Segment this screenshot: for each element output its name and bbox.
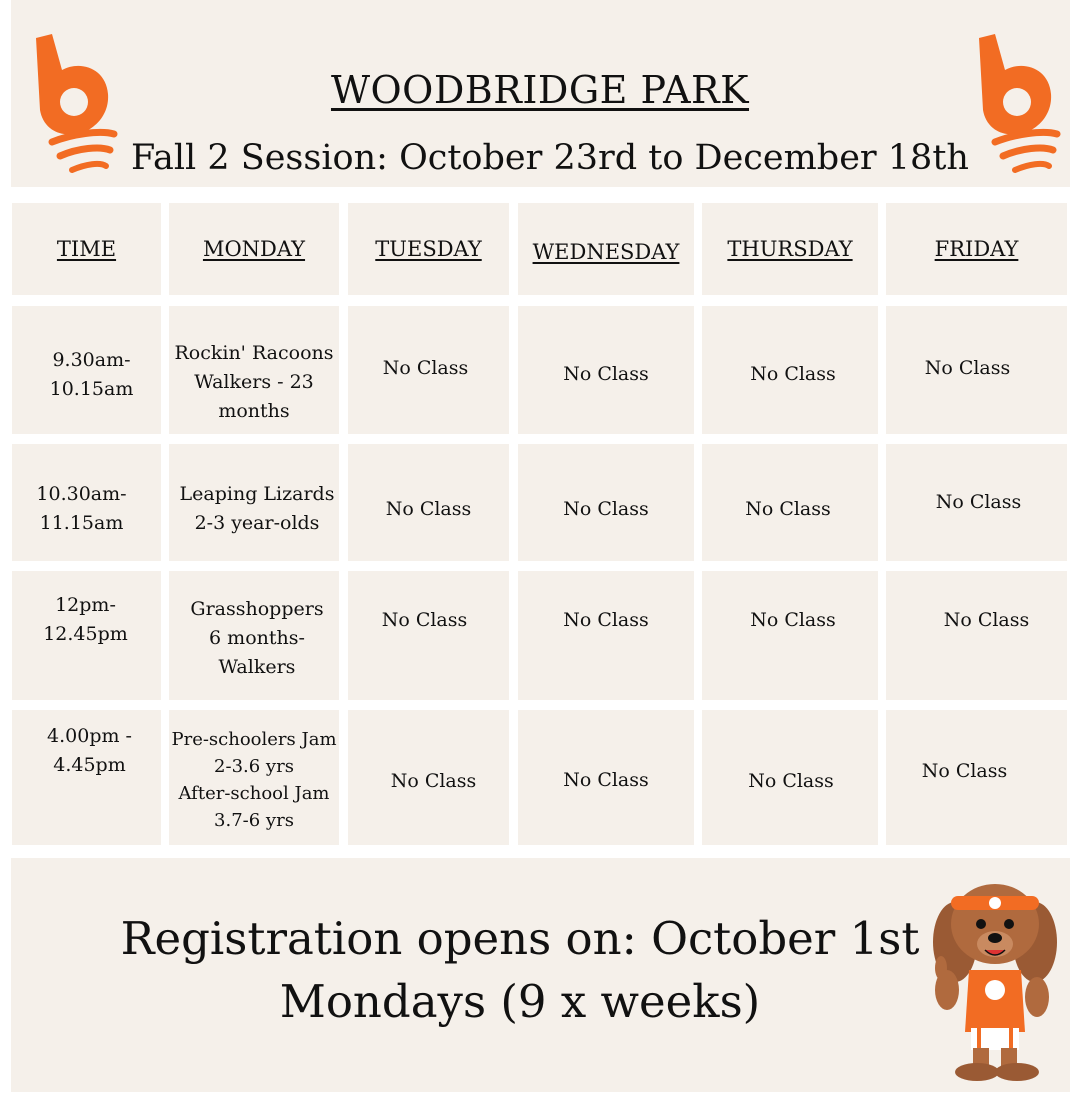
class-wednesday: No Class: [518, 571, 694, 700]
dog-mascot-icon: [925, 872, 1065, 1084]
col-header-friday: FRIDAY: [886, 203, 1067, 295]
class-tuesday: No Class: [348, 444, 509, 561]
class-thursday: No Class: [702, 710, 878, 845]
time-slot: 10.30am- 11.15am: [12, 444, 161, 561]
class-monday: Grasshoppers 6 months- Walkers: [169, 571, 339, 700]
class-friday: No Class: [886, 710, 1067, 845]
class-wednesday: No Class: [518, 444, 694, 561]
class-tuesday: No Class: [348, 571, 509, 700]
class-monday: Pre-schoolers Jam 2-3.6 yrs After-school Jam 3.7-6 yrs: [169, 710, 339, 845]
class-wednesday: No Class: [518, 306, 694, 434]
col-header-tuesday: TUESDAY: [348, 203, 509, 295]
class-tuesday: No Class: [348, 306, 509, 434]
col-header-wednesday: WEDNESDAY: [518, 203, 694, 295]
class-tuesday: No Class: [348, 710, 509, 845]
class-friday: No Class: [886, 444, 1067, 561]
class-friday: No Class: [886, 571, 1067, 700]
time-slot: 12pm- 12.45pm: [12, 571, 161, 700]
class-thursday: No Class: [702, 571, 878, 700]
class-thursday: No Class: [702, 444, 878, 561]
col-header-thursday: THURSDAY: [702, 203, 878, 295]
session-length: Mondays (9 x weeks): [279, 975, 761, 1028]
col-header-monday: MONDAY: [169, 203, 339, 295]
col-header-time: TIME: [12, 203, 161, 295]
class-monday: Rockin' Racoons Walkers - 23 months: [169, 306, 339, 434]
class-wednesday: No Class: [518, 710, 694, 845]
session-dates: Fall 2 Session: October 23rd to December 18th: [131, 138, 969, 178]
registration-opens: Registration opens on: October 1st: [120, 912, 920, 965]
page-title: WOODBRIDGE PARK: [330, 68, 750, 112]
class-monday: Leaping Lizards 2-3 year-olds: [169, 444, 339, 561]
time-slot: 4.00pm - 4.45pm: [12, 710, 161, 845]
class-thursday: No Class: [702, 306, 878, 434]
class-friday: No Class: [886, 306, 1067, 434]
time-slot: 9.30am- 10.15am: [12, 306, 161, 434]
